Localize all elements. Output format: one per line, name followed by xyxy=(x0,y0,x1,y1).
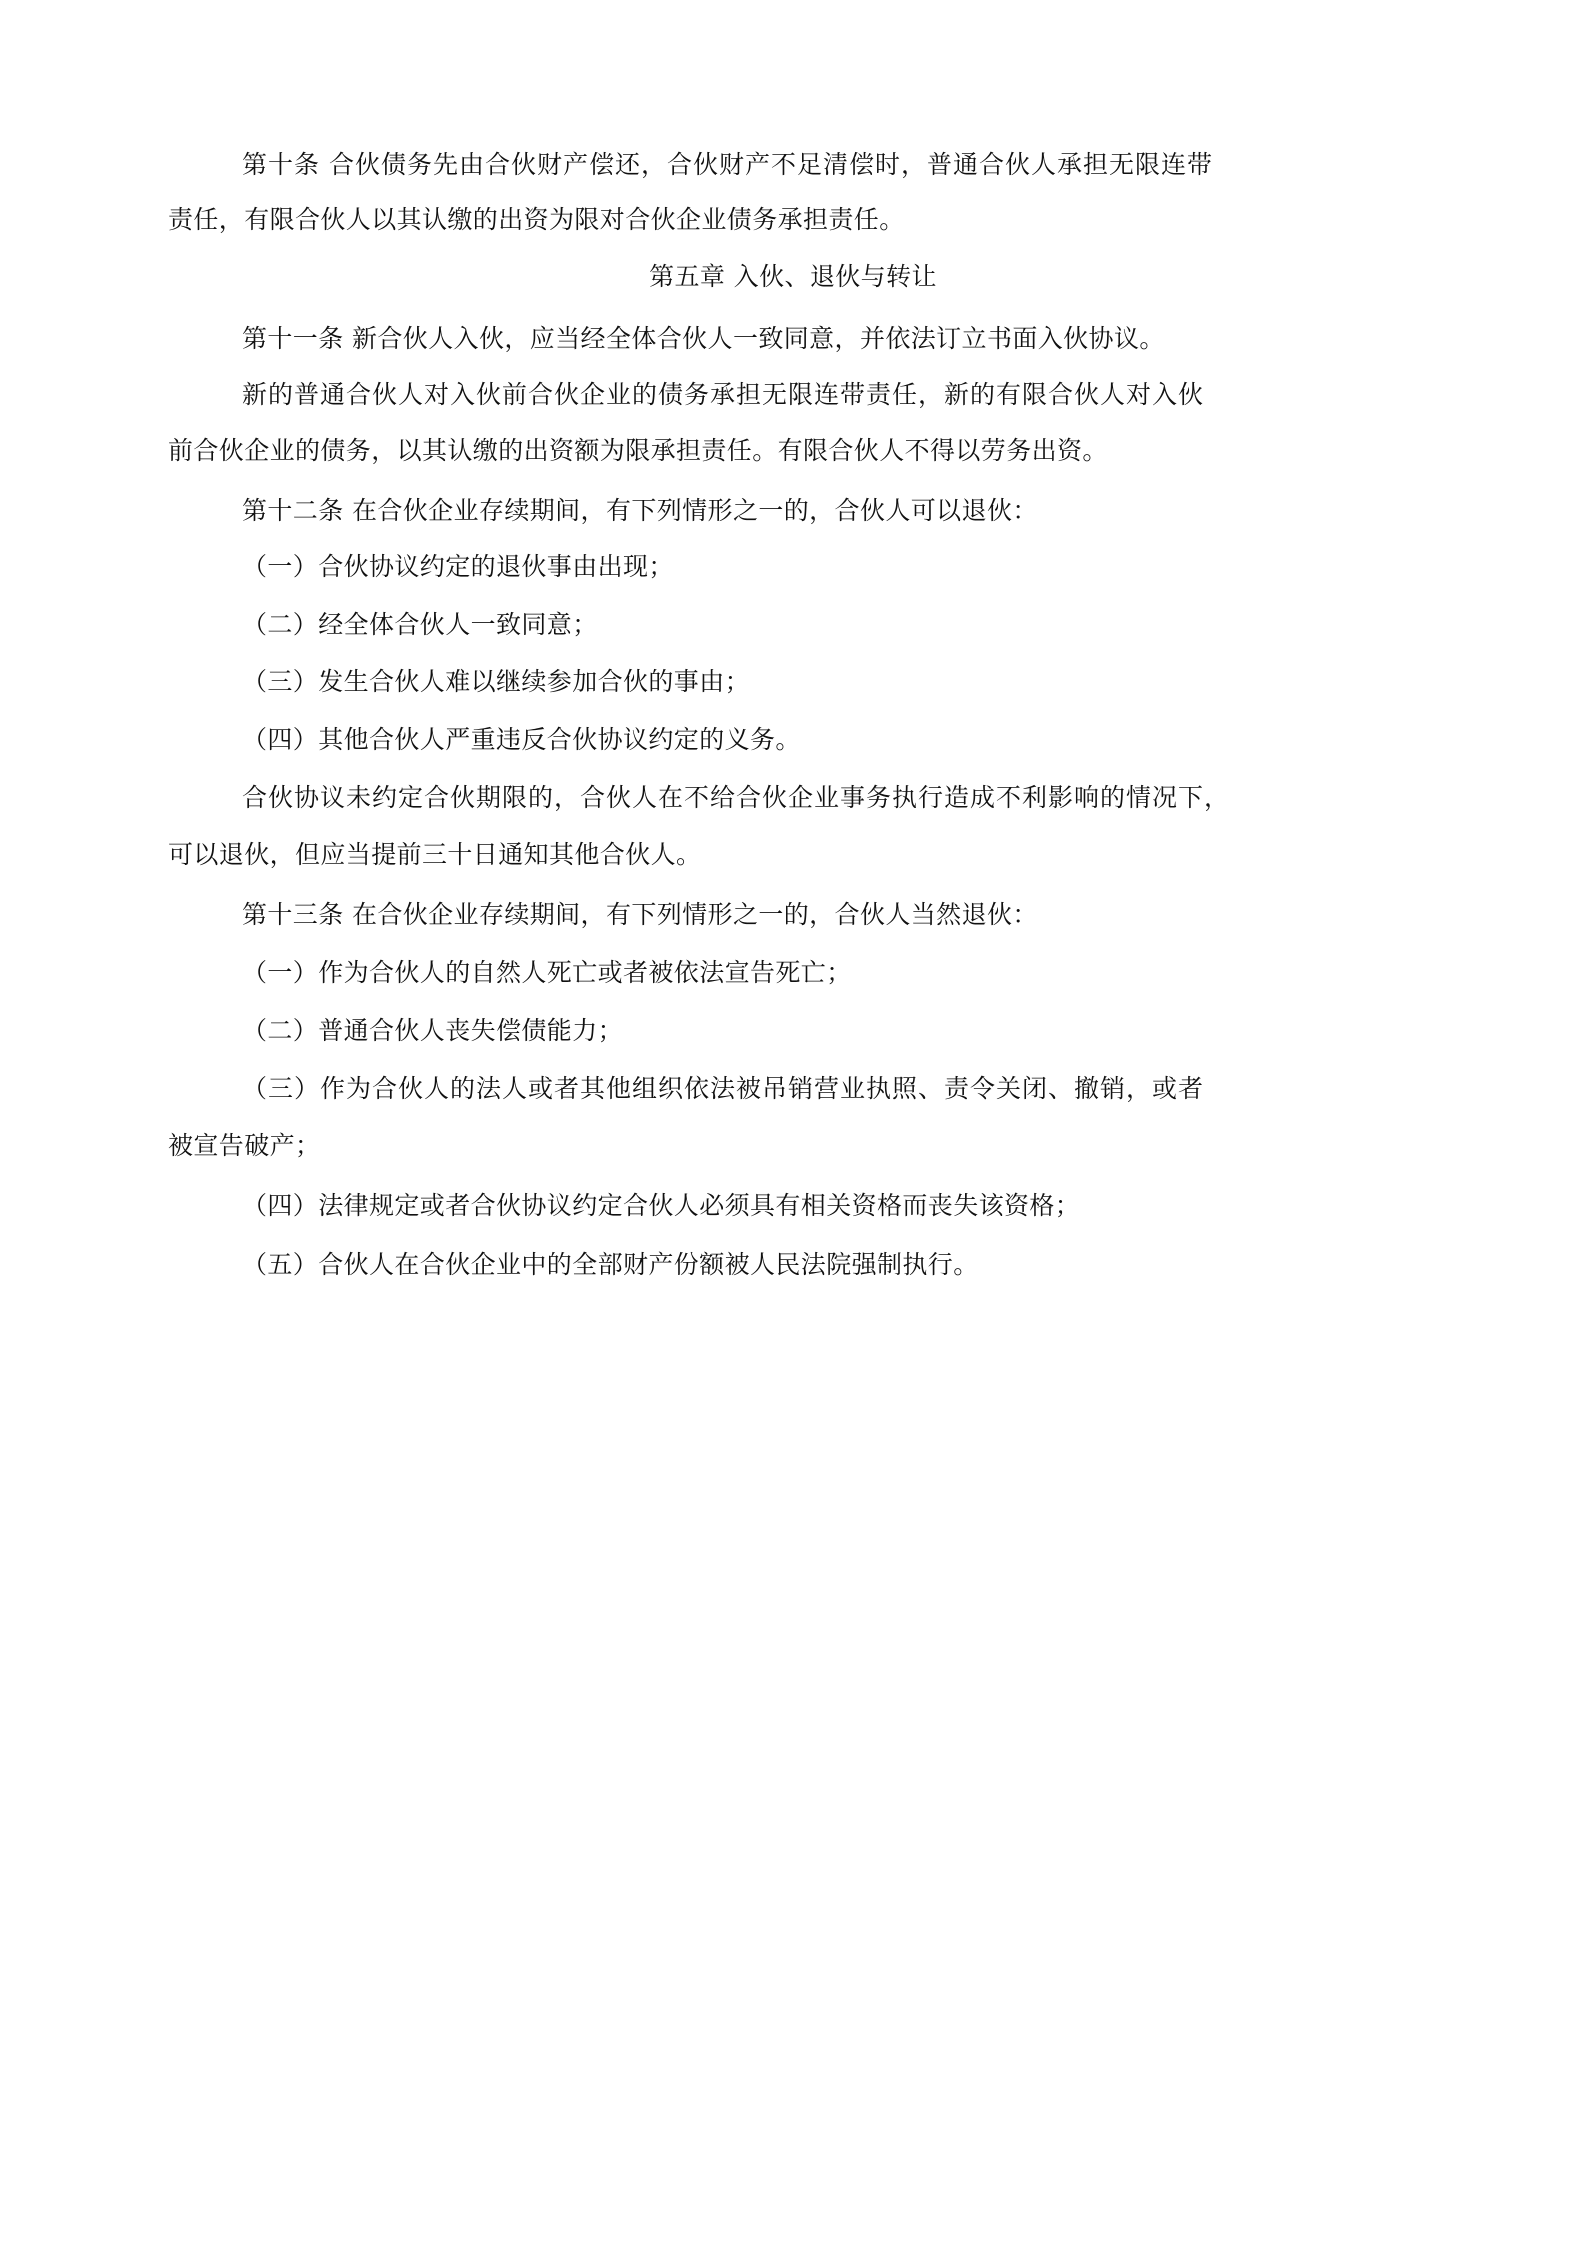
article-11-para-2-line-2: 前合伙企业的债务，以其认缴的出资额为限承担责任。有限合伙人不得以劳务出资。 xyxy=(168,436,1108,465)
chapter-5-heading: 第五章 入伙、退伙与转让 xyxy=(649,262,937,291)
article-13-item-4: （四）法律规定或者合伙协议约定合伙人必须具有相关资格而丧失该资格； xyxy=(242,1191,1081,1220)
article-10-line-1: 第十条 合伙债务先由合伙财产偿还，合伙财产不足清偿时，普通合伙人承担无限连带 xyxy=(242,150,1213,179)
article-11-line-1: 第十一条 新合伙人入伙，应当经全体合伙人一致同意，并依法订立书面入伙协议。 xyxy=(242,324,1165,353)
article-13-line-1: 第十三条 在合伙企业存续期间，有下列情形之一的，合伙人当然退伙： xyxy=(242,900,1038,929)
article-12-item-1: （一）合伙协议约定的退伙事由出现； xyxy=(242,552,674,581)
article-12-item-3: （三）发生合伙人难以继续参加合伙的事由； xyxy=(242,667,751,696)
article-10-line-2: 责任，有限合伙人以其认缴的出资为限对合伙企业债务承担责任。 xyxy=(168,205,905,234)
article-13-item-1: （一）作为合伙人的自然人死亡或者被依法宣告死亡； xyxy=(242,958,852,987)
article-12-para-2-line-2: 可以退伙，但应当提前三十日通知其他合伙人。 xyxy=(168,840,702,869)
article-12-item-4: （四）其他合伙人严重违反合伙协议约定的义务。 xyxy=(242,725,801,754)
article-13-item-3-line-1: （三）作为合伙人的法人或者其他组织依法被吊销营业执照、责令关闭、撤销，或者 xyxy=(242,1074,1205,1103)
article-13-item-3-line-2: 被宣告破产； xyxy=(168,1131,321,1160)
article-13-item-2: （二）普通合伙人丧失偿债能力； xyxy=(242,1016,624,1045)
article-12-line-1: 第十二条 在合伙企业存续期间，有下列情形之一的，合伙人可以退伙： xyxy=(242,496,1038,525)
article-11-para-2-line-1: 新的普通合伙人对入伙前合伙企业的债务承担无限连带责任，新的有限合伙人对入伙 xyxy=(242,380,1205,409)
article-12-para-2-line-1: 合伙协议未约定合伙期限的，合伙人在不给合伙企业事务执行造成不利影响的情况下， xyxy=(242,783,1231,812)
article-13-item-5: （五）合伙人在合伙企业中的全部财产份额被人民法院强制执行。 xyxy=(242,1250,979,1279)
article-12-item-2: （二）经全体合伙人一致同意； xyxy=(242,610,598,639)
